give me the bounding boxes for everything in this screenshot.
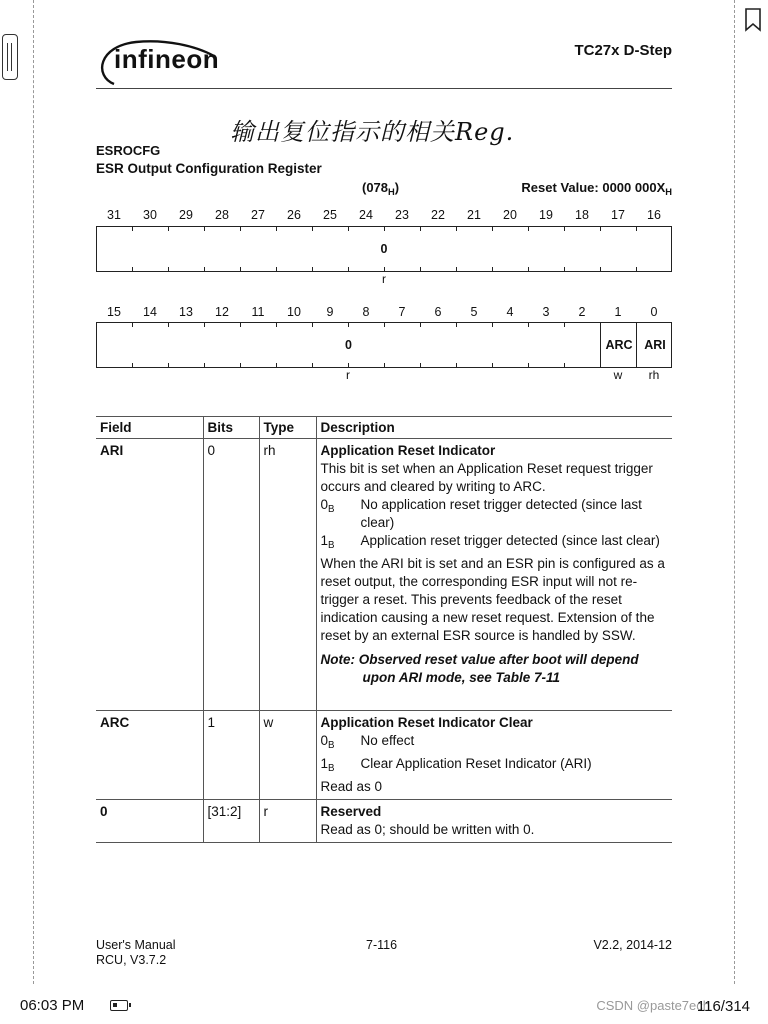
bit-tick — [348, 226, 349, 231]
bit-number: 26 — [287, 208, 301, 222]
bit-tick — [132, 226, 133, 231]
row-bits: 1 — [203, 710, 259, 799]
bit-tick — [528, 267, 529, 272]
bit-tick — [636, 267, 637, 272]
bit-tick — [528, 363, 529, 368]
bit-tick — [636, 363, 637, 368]
bit-tick — [312, 363, 313, 368]
bit-tick — [384, 267, 385, 272]
battery-icon — [110, 1000, 128, 1011]
lower-field-0-label: 0 — [345, 338, 352, 352]
bit-tick — [204, 363, 205, 368]
row-bits: 0 — [203, 439, 259, 711]
bit-tick — [456, 322, 457, 327]
bit-number: 10 — [287, 305, 301, 319]
bit-tick — [240, 322, 241, 327]
lower-field-arc-label: ARC — [600, 323, 637, 367]
bit-number: 31 — [107, 208, 121, 222]
header-divider — [96, 88, 672, 89]
bit-number: 2 — [578, 305, 586, 319]
bit-tick — [492, 267, 493, 272]
bit-tick — [564, 226, 565, 231]
watermark: CSDN @paste7ech — [596, 998, 710, 1013]
row-description — [316, 710, 672, 799]
bit-number: 27 — [251, 208, 265, 222]
bit-tick — [636, 226, 637, 231]
bit-number: 21 — [467, 208, 481, 222]
row-text: Read as 0 — [320, 778, 383, 794]
bit-tick — [456, 267, 457, 272]
upper-register-box — [96, 226, 672, 272]
bit-tick — [348, 363, 349, 368]
bit-tick — [276, 267, 277, 272]
row-text: This bit is set when an Application Reset request trigger occurs and cleared by writing to ARC. — [320, 461, 653, 494]
footer-manual: User's Manual — [96, 938, 176, 952]
bit-tick — [492, 363, 493, 368]
upper-field-access: r — [382, 272, 386, 286]
upper-field-label: 0 — [380, 242, 388, 256]
bit-tick — [564, 267, 565, 272]
row-title: Reserved — [320, 803, 382, 819]
header-type: Type — [259, 417, 316, 439]
bit-tick — [384, 363, 385, 368]
bit-tick — [420, 267, 421, 272]
bit-tick — [600, 322, 601, 327]
bit-tick — [132, 363, 133, 368]
bit-tick — [312, 267, 313, 272]
bit-number: 0 — [650, 305, 658, 319]
value-option: $0_B$ No application reset trigger detected (since last clear) — [320, 497, 642, 530]
sidebar-toggle-button[interactable] — [2, 34, 18, 80]
bit-number: 14 — [143, 305, 157, 319]
bit-tick — [564, 363, 565, 368]
bit-number: 8 — [362, 305, 370, 319]
bit-number: 25 — [323, 208, 337, 222]
bit-tick — [168, 267, 169, 272]
handwritten-note: 输出复位指示的相关Reg. — [230, 118, 515, 146]
bit-tick — [276, 322, 277, 327]
bit-tick — [600, 363, 601, 368]
bit-tick — [168, 322, 169, 327]
row-title: Application Reset Indicator Clear — [320, 714, 533, 730]
row-text: When the ARI bit is set and an ESR pin is configured as a reset output, the corresponding ESR input will not re-trigger a reset. This prevents feedback of the reset indication causing a new reset request. Extension of the reset by an external ESR source is handled by SSW. — [320, 555, 665, 643]
bit-tick — [348, 267, 349, 272]
bit-tick — [204, 322, 205, 327]
header-description: Description — [316, 417, 672, 439]
table-header — [96, 417, 672, 439]
bit-number: 13 — [179, 305, 193, 319]
bit-number: 15 — [107, 305, 121, 319]
bit-tick — [240, 226, 241, 231]
register-address: $(078_H)$ — [362, 180, 400, 197]
row-description — [316, 439, 672, 711]
value-option: $0_B$ No effect — [320, 732, 415, 751]
bit-number: 18 — [575, 208, 589, 222]
bit-tick — [492, 322, 493, 327]
bookmark-icon[interactable] — [744, 8, 762, 32]
bit-tick — [600, 226, 601, 231]
register-description: ESR Output Configuration Register — [96, 161, 322, 176]
lower-field-ari-access: rh — [648, 368, 660, 382]
bit-tick — [132, 322, 133, 327]
table-row — [96, 799, 672, 842]
bit-number: 3 — [542, 305, 550, 319]
bit-tick — [312, 322, 313, 327]
bit-tick — [384, 322, 385, 327]
status-time: 06:03 PM — [20, 997, 85, 1014]
lower-register-box — [96, 322, 672, 368]
lower-field-0-access: r — [346, 368, 350, 382]
bit-number: 20 — [503, 208, 517, 222]
bit-number: 4 — [506, 305, 514, 319]
bit-tick — [204, 267, 205, 272]
bit-number: 17 — [611, 208, 625, 222]
bit-number: 23 — [395, 208, 409, 222]
value-option: $1_B$ Clear Application Reset Indicator (ARI) — [320, 755, 592, 774]
register-name: ESROCFG — [96, 143, 161, 158]
doc-title: TC27x D-Step — [574, 42, 672, 59]
bit-tick — [204, 226, 205, 231]
bit-tick — [600, 267, 601, 272]
row-text: Read as 0; should be written with 0. — [320, 821, 535, 837]
row-field: 0 — [96, 799, 203, 842]
bit-number: 29 — [179, 208, 193, 222]
value-option: $1_B$ Application reset trigger detected (since last clear) — [320, 533, 660, 551]
row-type: w — [259, 710, 316, 799]
bit-tick — [420, 363, 421, 368]
bit-number: 1 — [614, 305, 622, 319]
bit-tick — [276, 226, 277, 231]
bit-number: 6 — [434, 305, 442, 319]
bit-tick — [240, 363, 241, 368]
bit-tick — [168, 226, 169, 231]
upper-bit-numbers — [96, 208, 672, 224]
bit-number: 30 — [143, 208, 157, 222]
row-bits: [31:2] — [203, 799, 259, 842]
bit-tick — [636, 322, 637, 327]
lower-field-arc-access: w — [613, 368, 623, 382]
bit-number: 11 — [251, 305, 265, 319]
bit-tick — [420, 322, 421, 327]
register-reset-value: Reset Value: 0000 $000X_H$ — [521, 180, 672, 197]
row-note: Note: Observed reset value after boot will depend upon ARI mode, see Table 7-11 — [320, 651, 639, 685]
row-type: r — [259, 799, 316, 842]
bit-number: 28 — [215, 208, 229, 222]
row-description — [316, 799, 672, 842]
bit-tick — [492, 226, 493, 231]
bit-tick — [528, 322, 529, 327]
footer-version: V2.2, 2014-12 — [593, 938, 672, 952]
bit-tick — [276, 363, 277, 368]
row-type: rh — [259, 439, 316, 711]
bit-number: 9 — [326, 305, 334, 319]
row-title: Application Reset Indicator — [320, 443, 496, 458]
bit-tick — [348, 322, 349, 327]
bit-tick — [564, 322, 565, 327]
page-edge-right — [734, 0, 735, 984]
footer-rcu: RCU, V3.7.2 — [96, 953, 167, 967]
bit-tick — [240, 267, 241, 272]
row-field: ARI — [96, 439, 203, 711]
page-edge-left — [33, 0, 34, 984]
bit-number: 5 — [470, 305, 478, 319]
bit-tick — [456, 226, 457, 231]
bit-number: 19 — [539, 208, 553, 222]
bit-tick — [312, 226, 313, 231]
footer-page: 7-116 — [366, 938, 398, 952]
bit-number: 7 — [398, 305, 406, 319]
brand-wordmark: infineon — [114, 44, 220, 74]
table-row — [96, 710, 672, 799]
bit-number: 24 — [359, 208, 373, 222]
bit-tick — [168, 363, 169, 368]
bit-tick — [528, 226, 529, 231]
bit-number: 16 — [647, 208, 661, 222]
bit-tick — [456, 363, 457, 368]
field-table — [96, 416, 672, 843]
page-counter[interactable]: 116/314 — [696, 998, 750, 1015]
header-field: Field — [96, 417, 203, 439]
lower-field-ari-label: ARI — [636, 323, 673, 367]
table-row — [96, 439, 672, 711]
row-field: ARC — [96, 710, 203, 799]
bit-number: 12 — [215, 305, 229, 319]
bit-number: 22 — [431, 208, 445, 222]
lower-bit-numbers — [96, 305, 672, 321]
header-bits: Bits — [203, 417, 259, 439]
bit-tick — [384, 226, 385, 231]
bit-tick — [132, 267, 133, 272]
bit-tick — [420, 226, 421, 231]
